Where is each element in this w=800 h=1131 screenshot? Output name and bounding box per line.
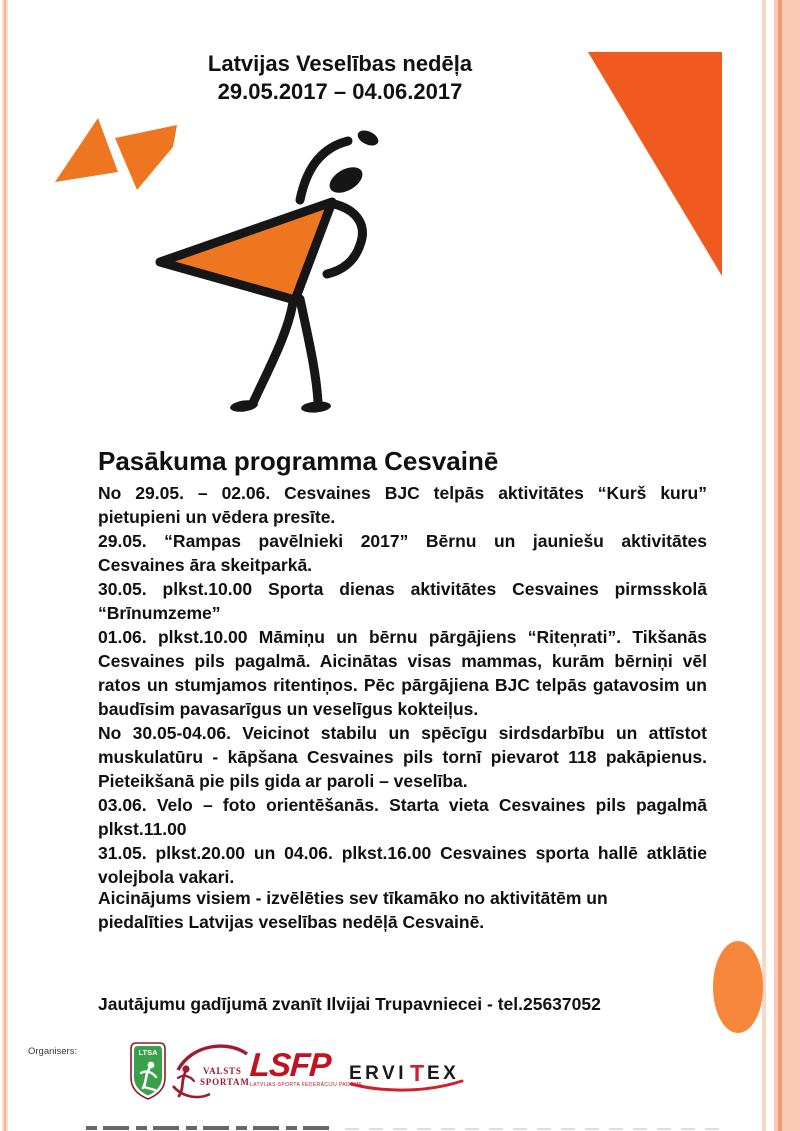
page-title bbox=[90, 50, 590, 106]
figure-left-leg bbox=[253, 302, 293, 403]
program-item: No 30.05-04.06. Veicinot stabilu un spēcīgu sirdsdarbību un attīstot muskulatūru - kāpšana Cesvaines pils tornī pievarot 118 pakāpienus. Pieteikšanā pie pils gida ar paroli – veselība. bbox=[98, 723, 707, 791]
organisers-label: Organisers: bbox=[28, 1046, 78, 1057]
invitation-text: Aicinājums visiem - izvēlēties sev tīkamāko no aktivitātēm un piedalīties Latvijas veselības nedēļā Cesvainē. bbox=[98, 888, 608, 932]
cutoff-text-fragment-dark bbox=[86, 1126, 336, 1130]
decorative-orange-ellipse bbox=[713, 941, 763, 1033]
title-line-1: Latvijas Veselības nedēļa bbox=[207, 51, 473, 76]
exercising-stick-figure-illustration bbox=[150, 122, 470, 438]
decorative-orange-triangle-top-right bbox=[585, 50, 725, 278]
lsfp-logo bbox=[248, 1046, 363, 1088]
program-schedule bbox=[98, 481, 707, 889]
ltsa-figure-head bbox=[148, 1062, 155, 1069]
figure-triangle-body bbox=[160, 202, 332, 300]
ervitex-text-part2: EX bbox=[427, 1063, 460, 1084]
figure-hip-arm bbox=[327, 204, 362, 274]
program-item: No 29.05. – 02.06. Cesvaines BJC telpās aktivitātes “Kurš kuru” pietupieni un vēdera presīte. bbox=[98, 483, 707, 527]
left-border-stripe bbox=[2, 0, 8, 1131]
valsts-figure-head bbox=[182, 1065, 189, 1072]
figure-head bbox=[325, 162, 367, 198]
contact-text: Jautājumu gadījumā zvanīt Ilvijai Trupavniecei - tel.25637052 bbox=[98, 994, 601, 1014]
program-heading: Pasākuma programma Cesvainē bbox=[98, 446, 499, 476]
program-item: 03.06. Velo – foto orientēšanās. Starta vieta Cesvaines pils pagalmā plkst.11.00 bbox=[98, 795, 707, 839]
ltsa-logo bbox=[130, 1042, 166, 1100]
program-item: 29.05. “Rampas pavēlnieki 2017” Bērnu un jauniešu aktivitātes Cesvaines āra skeitparkā. bbox=[98, 531, 707, 575]
program-item: 30.05. plkst.10.00 Sporta dienas aktivitātes Cesvaines pirmsskolā “Brīnumzeme” bbox=[98, 579, 707, 623]
figure-right-foot bbox=[301, 400, 332, 414]
ervitex-text-t: T bbox=[410, 1060, 425, 1086]
valsts-logo-line1: VALSTS bbox=[203, 1066, 242, 1076]
title-line-2: 29.05.2017 – 04.06.2017 bbox=[217, 79, 463, 104]
ervitex-logo bbox=[348, 1054, 466, 1094]
valsts-logo-line2: SPORTAM bbox=[200, 1077, 250, 1087]
cutoff-text-fragment-light bbox=[345, 1128, 725, 1130]
orange-triangle-icon bbox=[588, 52, 722, 276]
program-item: 31.05. plkst.20.00 un 04.06. plkst.16.00 Cesvaines sporta hallē atklātie volejbola vakari. bbox=[98, 843, 707, 887]
valsts-figure-arm bbox=[178, 1076, 194, 1081]
program-item: 01.06. plkst.10.00 Māmiņu un bērnu pārgājiens “Riteņrati”. Tikšanās Cesvaines pils pagalmā. Aicinātas visas mammas, kurām bērniņi vēl ratos un stumjamos ritentiņos. Pēc pārgājiena BJC telpās gatavosim un baudīsim pavasarīgus un veselīgus kokteiļus. bbox=[98, 627, 707, 719]
lsfp-logo-subtext: LATVIJAS SPORTA FEDERĀCIJU PADOME bbox=[250, 1082, 363, 1088]
ervitex-text-part1: ERVI bbox=[349, 1063, 408, 1084]
right-border-bar bbox=[774, 0, 800, 1131]
lsfp-logo-text: LSFP bbox=[248, 1046, 332, 1083]
right-border-thin-stripe bbox=[762, 0, 766, 1131]
figure-right-leg bbox=[300, 299, 318, 402]
ltsa-logo-text: LTSA bbox=[138, 1048, 158, 1057]
valsts-sportam-logo bbox=[170, 1040, 250, 1102]
orange-shape-left bbox=[55, 118, 118, 182]
figure-hand bbox=[355, 127, 380, 148]
